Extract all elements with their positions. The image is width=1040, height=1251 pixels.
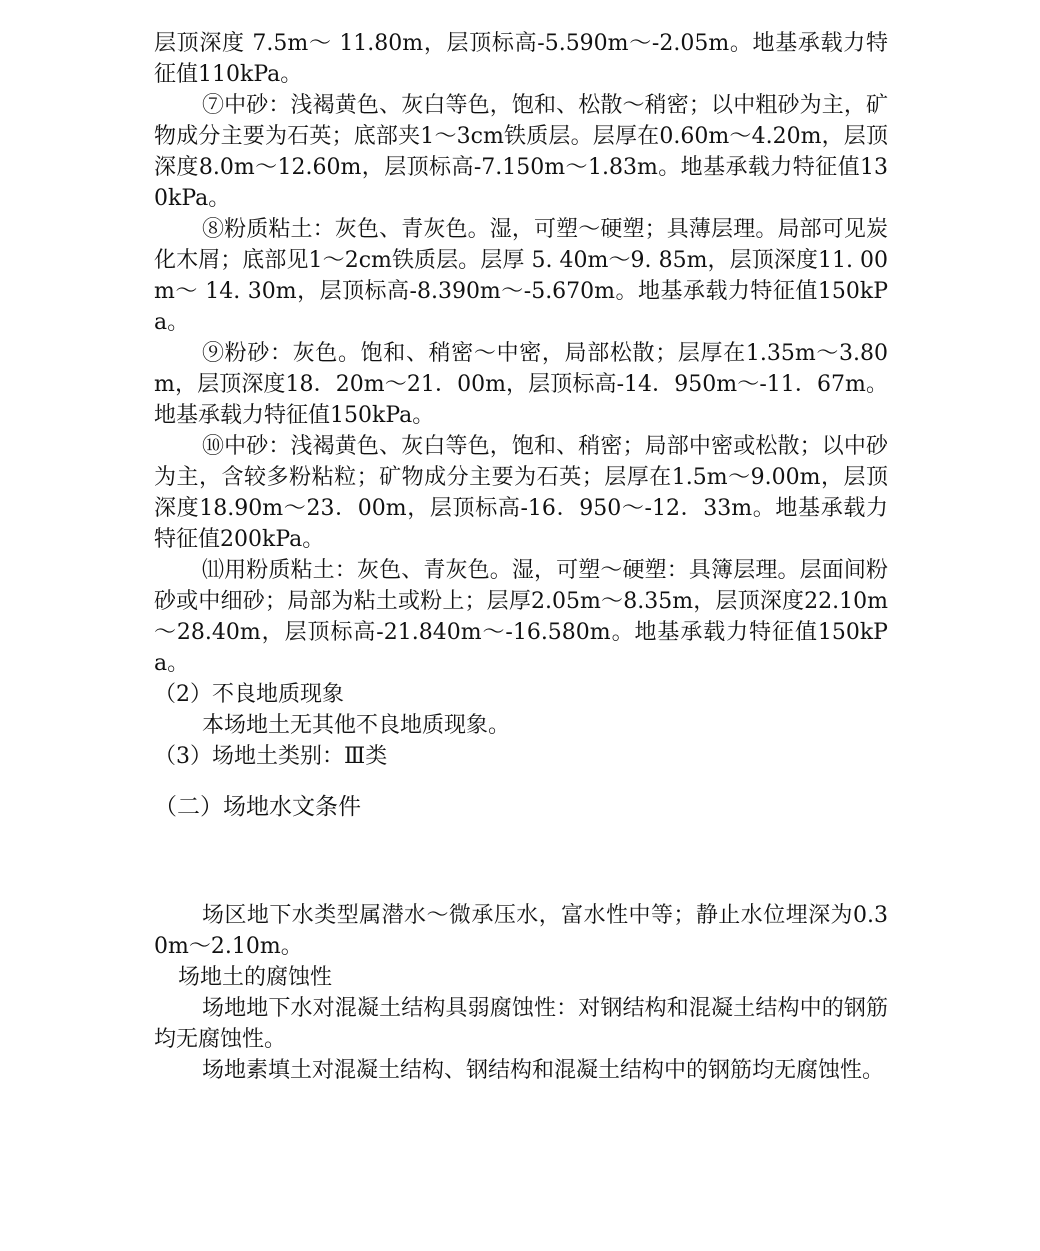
paragraph-layer-11: ⑾用粉质粘土：灰色、青灰色。湿，可塑～硬塑：具簿层理。层面间粉砂或中细砂；局部为粘土或粉上；层厚2.05m～8.35m，层顶深度22.10m～28.40m，层顶标高-21.840m～-16.580m。地基承载力特征值150kPa。 <box>154 558 888 676</box>
document-page <box>154 28 888 1086</box>
paragraph-layer-10: ⑩中砂：浅褐黄色、灰白等色，饱和、稍密；局部中密或松散；以中砂为主，含较多粉粘粒；矿物成分主要为石英；层厚在1.5m～9.00m，层顶深度18.90m～23．00m，层顶标高-16．950～-12．33m。地基承载力特征值200kPa。 <box>154 434 888 552</box>
paragraph-layer-9: ⑨粉砂：灰色。饱和、稍密～中密，局部松散；层厚在1.35m～3.80m，层顶深度18．20m～21．00m，层顶标高-14．950m～-11．67m。地基承载力特征值150kPa。 <box>154 341 888 428</box>
section-3-heading: （3）场地土类别：Ⅲ类 <box>154 744 388 769</box>
section-2-text: 本场地土无其他不良地质现象。 <box>202 713 511 738</box>
part-2-heading: （二）场地水文条件 <box>154 794 361 820</box>
corrosion-paragraph-fill: 场地素填土对混凝土结构、钢结构和混凝土结构中的钢筋均无腐蚀性。 <box>202 1058 885 1083</box>
section-2-heading: （2）不良地质现象 <box>154 682 344 707</box>
paragraph-layer-6-tail: 层顶深度 7.5m～ 11.80m，层顶标高-5.590m～-2.05m。地基承载力特征值110kPa。 <box>154 31 888 87</box>
paragraph-layer-8: ⑧粉质粘土：灰色、青灰色。湿，可塑～硬塑；具薄层理。局部可见炭化木屑；底部见1～2cm铁质层。层厚 5. 40m～9. 85m，层顶深度11. 00m～ 14. 30m，层顶标高-8.390m～-5.670m。地基承载力特征值150kPa。 <box>154 217 888 335</box>
paragraph-layer-7: ⑦中砂：浅褐黄色、灰白等色，饱和、松散～稍密；以中粗砂为主，矿物成分主要为石英；底部夹1～3cm铁质层。层厚在0.60m～4.20m，层顶深度8.0m～12.60m，层顶标高-7.150m～1.83m。地基承载力特征值130kPa。 <box>154 93 888 211</box>
corrosion-paragraph-water: 场地地下水对混凝土结构具弱腐蚀性：对钢结构和混凝土结构中的钢筋均无腐蚀性。 <box>154 996 888 1052</box>
hydro-paragraph: 场区地下水类型属潜水～微承压水，富水性中等；静止水位埋深为0.30m～2.10m。 <box>154 903 888 959</box>
corrosion-heading: 场地土的腐蚀性 <box>178 965 333 990</box>
